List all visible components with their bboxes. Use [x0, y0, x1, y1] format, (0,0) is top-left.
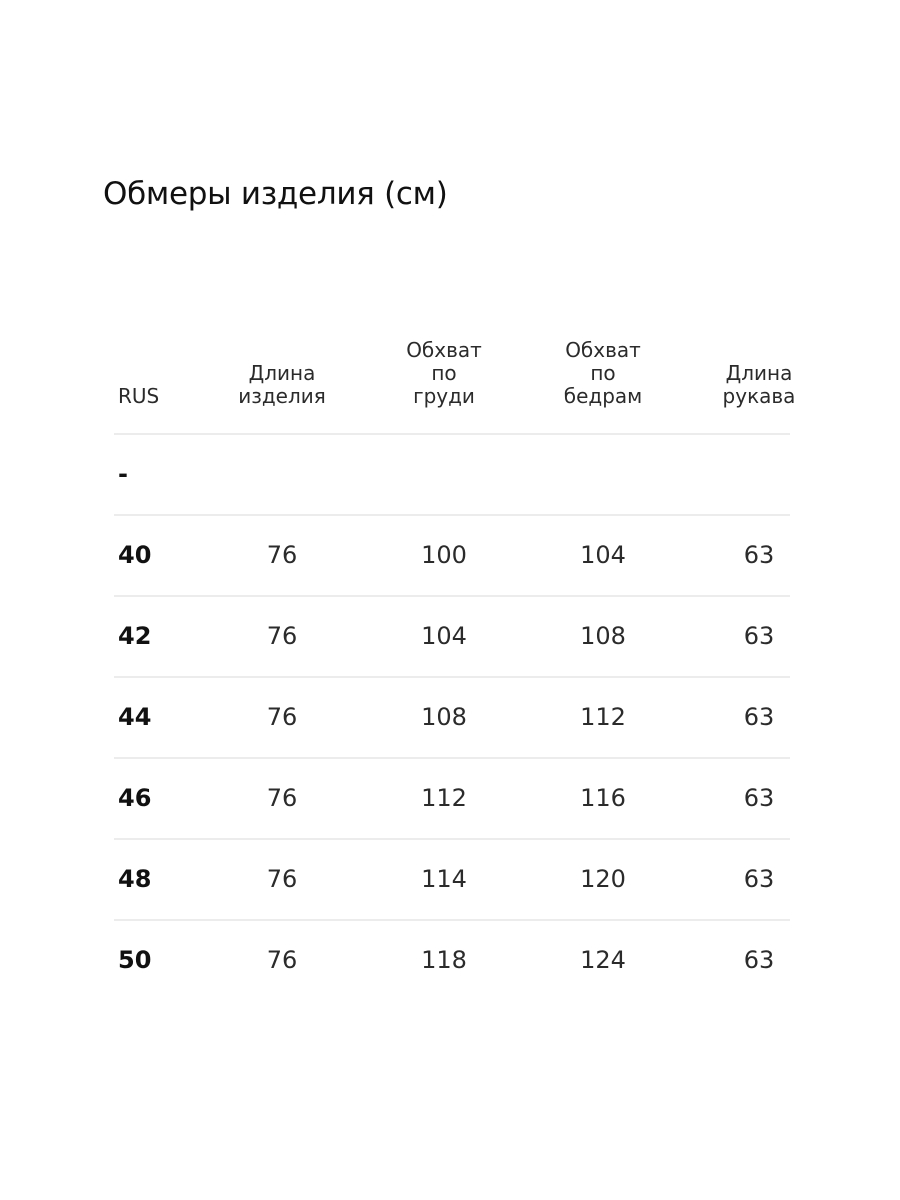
- table-header: [114, 330, 796, 435]
- cell-size: 50: [118, 946, 152, 974]
- cell-sleeve: 63: [743, 703, 775, 731]
- cell-length: 76: [266, 703, 298, 731]
- cell-length: [232, 435, 332, 514]
- cell-hips: 116: [580, 784, 626, 812]
- table-row: [114, 597, 790, 678]
- column-header-sleeve: Длина рукава: [722, 361, 796, 408]
- cell-size: 42: [118, 622, 152, 650]
- cell-sleeve: 63: [743, 784, 775, 812]
- cell-sleeve: 63: [743, 946, 775, 974]
- cell-sleeve: 63: [743, 541, 775, 569]
- table-row: [114, 840, 790, 921]
- cell-sleeve: 63: [743, 622, 775, 650]
- page-title: Обмеры изделия (см): [103, 176, 448, 212]
- cell-chest: 118: [421, 946, 467, 974]
- cell-sleeve: [709, 435, 809, 514]
- cell-size: 44: [118, 703, 152, 731]
- cell-hips: [553, 435, 653, 514]
- cell-sleeve: 63: [743, 865, 775, 893]
- cell-length: 76: [266, 622, 298, 650]
- cell-size: -: [118, 460, 128, 488]
- cell-chest: [394, 435, 494, 514]
- cell-hips: 124: [580, 946, 626, 974]
- cell-length: 76: [266, 784, 298, 812]
- cell-hips: 120: [580, 865, 626, 893]
- cell-length: 76: [266, 541, 298, 569]
- column-header-length: Длина изделия: [238, 361, 326, 408]
- cell-length: 76: [266, 946, 298, 974]
- table-row: [114, 759, 790, 840]
- cell-hips: 112: [580, 703, 626, 731]
- table-row: [114, 678, 790, 759]
- cell-length: 76: [266, 865, 298, 893]
- table-row: [114, 921, 790, 1000]
- cell-chest: 114: [421, 865, 467, 893]
- column-header-rus: RUS: [118, 384, 160, 408]
- table-row: [114, 435, 790, 516]
- size-table: [114, 330, 796, 1000]
- cell-chest: 108: [421, 703, 467, 731]
- cell-hips: 108: [580, 622, 626, 650]
- column-header-hips: Обхват по бедрам: [563, 338, 643, 408]
- table-row: [114, 516, 790, 597]
- cell-size: 48: [118, 865, 152, 893]
- cell-size: 46: [118, 784, 152, 812]
- cell-hips: 104: [580, 541, 626, 569]
- cell-chest: 104: [421, 622, 467, 650]
- cell-chest: 100: [421, 541, 467, 569]
- column-header-chest: Обхват по груди: [406, 338, 482, 408]
- cell-chest: 112: [421, 784, 467, 812]
- cell-size: 40: [118, 541, 152, 569]
